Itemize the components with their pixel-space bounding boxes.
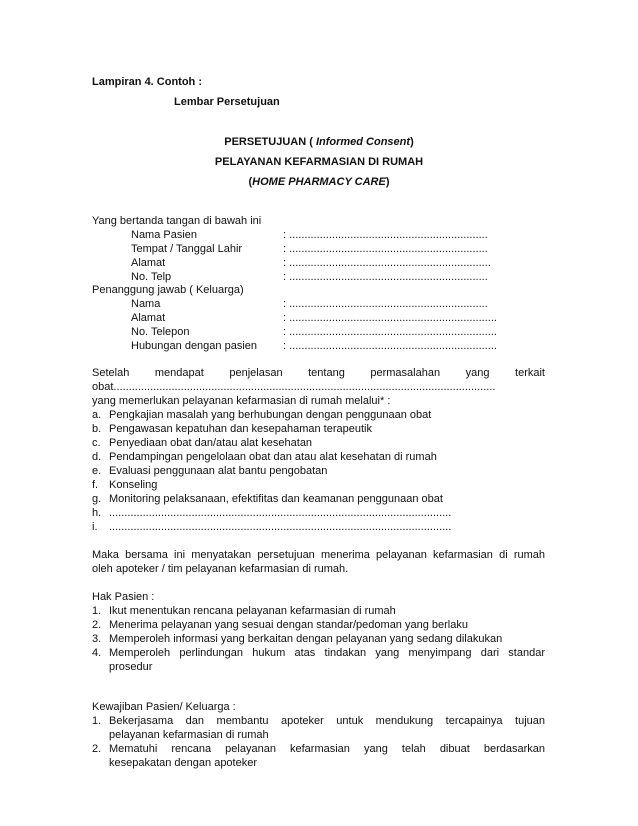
explanation-word: permasalahan: [370, 367, 441, 379]
field-blank[interactable]: : ....................................................................: [283, 312, 497, 324]
explanation-word: tentang: [308, 367, 345, 379]
item-marker: 2.: [92, 743, 102, 755]
item-marker: 4.: [92, 647, 102, 659]
explanation-word: penjelasan: [229, 367, 283, 379]
field-label: Tempat / Tanggal Lahir: [131, 243, 243, 255]
field-label: Nama: [131, 298, 161, 310]
rights-heading: Hak Pasien :: [92, 591, 155, 603]
title-close: ): [410, 136, 414, 148]
field-label: No. Telp: [131, 271, 172, 283]
form-subtitle: Lembar Persetujuan: [174, 96, 280, 108]
item-text: Penyediaan obat dan/atau alat kesehatan: [109, 437, 313, 449]
field-relationship: [131, 339, 551, 353]
field-blank[interactable]: : .................................................................: [283, 243, 488, 255]
field-label: Nama Pasien: [131, 229, 198, 241]
item-marker: g.: [92, 493, 102, 505]
field-guardian-name: [131, 297, 551, 311]
item-text: Ikut menentukan rencana pelayanan kefarmasian di rumah: [109, 605, 396, 617]
item-marker: 3.: [92, 633, 102, 645]
field-label: No. Telepon: [131, 326, 190, 338]
item-marker: e.: [92, 465, 102, 477]
field-guardian-address: [131, 311, 551, 325]
explanation-word: Setelah: [92, 367, 130, 379]
item-blank[interactable]: ................................................................................................................: [109, 521, 452, 533]
field-birth-place-date: [131, 242, 551, 256]
explanation-line-1: [92, 366, 545, 380]
title-line-3: [0, 175, 638, 189]
guardian-intro: Penanggung jawab ( Keluarga): [92, 284, 244, 296]
item-text: Pendampingan pengelolaan obat dan atau alat kesehatan di rumah: [109, 451, 437, 463]
field-blank[interactable]: : .................................................................: [283, 271, 488, 283]
item-marker: c.: [92, 437, 101, 449]
item-text-continued: prosedur: [109, 661, 153, 673]
item-text: Bekerjasama dan membantu apoteker untuk mendukung tercapainya tujuan: [109, 715, 545, 727]
explanation-word: yang: [465, 367, 490, 379]
item-text: Konseling: [109, 479, 158, 491]
field-blank[interactable]: : .................................................................: [283, 298, 488, 310]
explanation-line-2[interactable]: obat.............................................................................................................................: [92, 381, 496, 393]
item-marker: h.: [92, 507, 102, 519]
field-label: Alamat: [131, 312, 166, 324]
item-marker: 1.: [92, 605, 102, 617]
item-text: Pengkajian masalah yang berhubungan dengan penggunaan obat: [109, 409, 432, 421]
item-text-continued: pelayanan kefarmasian di rumah: [109, 729, 269, 741]
field-blank[interactable]: : ....................................................................: [283, 326, 497, 338]
item-text: Menerima pelayanan yang sesuai dengan standar/pedoman yang berlaku: [109, 619, 468, 631]
item-text: Evaluasi penggunaan alat bantu pengobatan: [109, 465, 328, 477]
title-paren-close: ): [385, 176, 390, 188]
field-patient-name: [131, 228, 551, 242]
explanation-line-3: yang memerlukan pelayanan kefarmasian di rumah melalui* :: [92, 395, 391, 407]
field-label: Hubungan dengan pasien: [131, 340, 258, 352]
item-text: Pengawasan kepatuhan dan kesepahaman terapeutik: [109, 423, 372, 435]
title-line-2: PELAYANAN KEFARMASIAN DI RUMAH: [214, 156, 424, 168]
explanation-word: terkait: [515, 367, 545, 379]
consent-line-1: Maka bersama ini menyatakan persetujuan menerima pelayanan kefarmasian di rumah: [92, 549, 545, 561]
item-text-continued: kesepakatan dengan apoteker: [109, 757, 258, 769]
field-blank[interactable]: : ....................................................................: [283, 340, 497, 352]
item-blank[interactable]: ................................................................................................................: [109, 507, 452, 519]
field-patient-address: [131, 256, 551, 270]
field-blank[interactable]: : ..................................................................: [283, 257, 491, 269]
attachment-label: Lampiran 4. Contoh :: [92, 76, 202, 88]
item-text: Memperoleh informasi yang berkaitan dengan pelayanan yang sedang dilakukan: [109, 633, 503, 645]
duties-heading: Kewajiban Pasien/ Keluarga :: [92, 701, 236, 713]
item-marker: b.: [92, 423, 102, 435]
item-text: Memperoleh perlindungan hukum atas tindakan yang menyimpang dari standar: [109, 647, 545, 659]
signer-intro: Yang bertanda tangan di bawah ini: [92, 215, 262, 227]
title-italic-text: Informed Consent: [315, 136, 411, 148]
explanation-word: mendapat: [154, 367, 204, 379]
consent-line-2: oleh apoteker / tim pelayanan kefarmasian di rumah.: [92, 563, 349, 575]
item-marker: d.: [92, 451, 102, 463]
item-marker: 1.: [92, 715, 102, 727]
item-marker: f.: [92, 479, 99, 491]
item-marker: 2.: [92, 619, 102, 631]
item-text: Mematuhi rencana pelayanan kefarmasian yang telah dibuat berdasarkan: [109, 743, 545, 755]
field-label: Alamat: [131, 257, 166, 269]
title-paren-open: (: [248, 176, 253, 188]
item-marker: a.: [92, 409, 102, 421]
title-line-1: [0, 135, 638, 149]
item-marker: i.: [92, 521, 98, 533]
field-blank[interactable]: : .................................................................: [283, 229, 488, 241]
item-text: Monitoring pelaksanaan, efektifitas dan keamanan penggunaan obat: [109, 493, 443, 505]
field-patient-phone: [131, 270, 551, 284]
title-main-text: PERSETUJUAN (: [224, 136, 316, 148]
field-guardian-phone: [131, 325, 551, 339]
title-english-text: HOME PHARMACY CARE: [252, 176, 386, 188]
